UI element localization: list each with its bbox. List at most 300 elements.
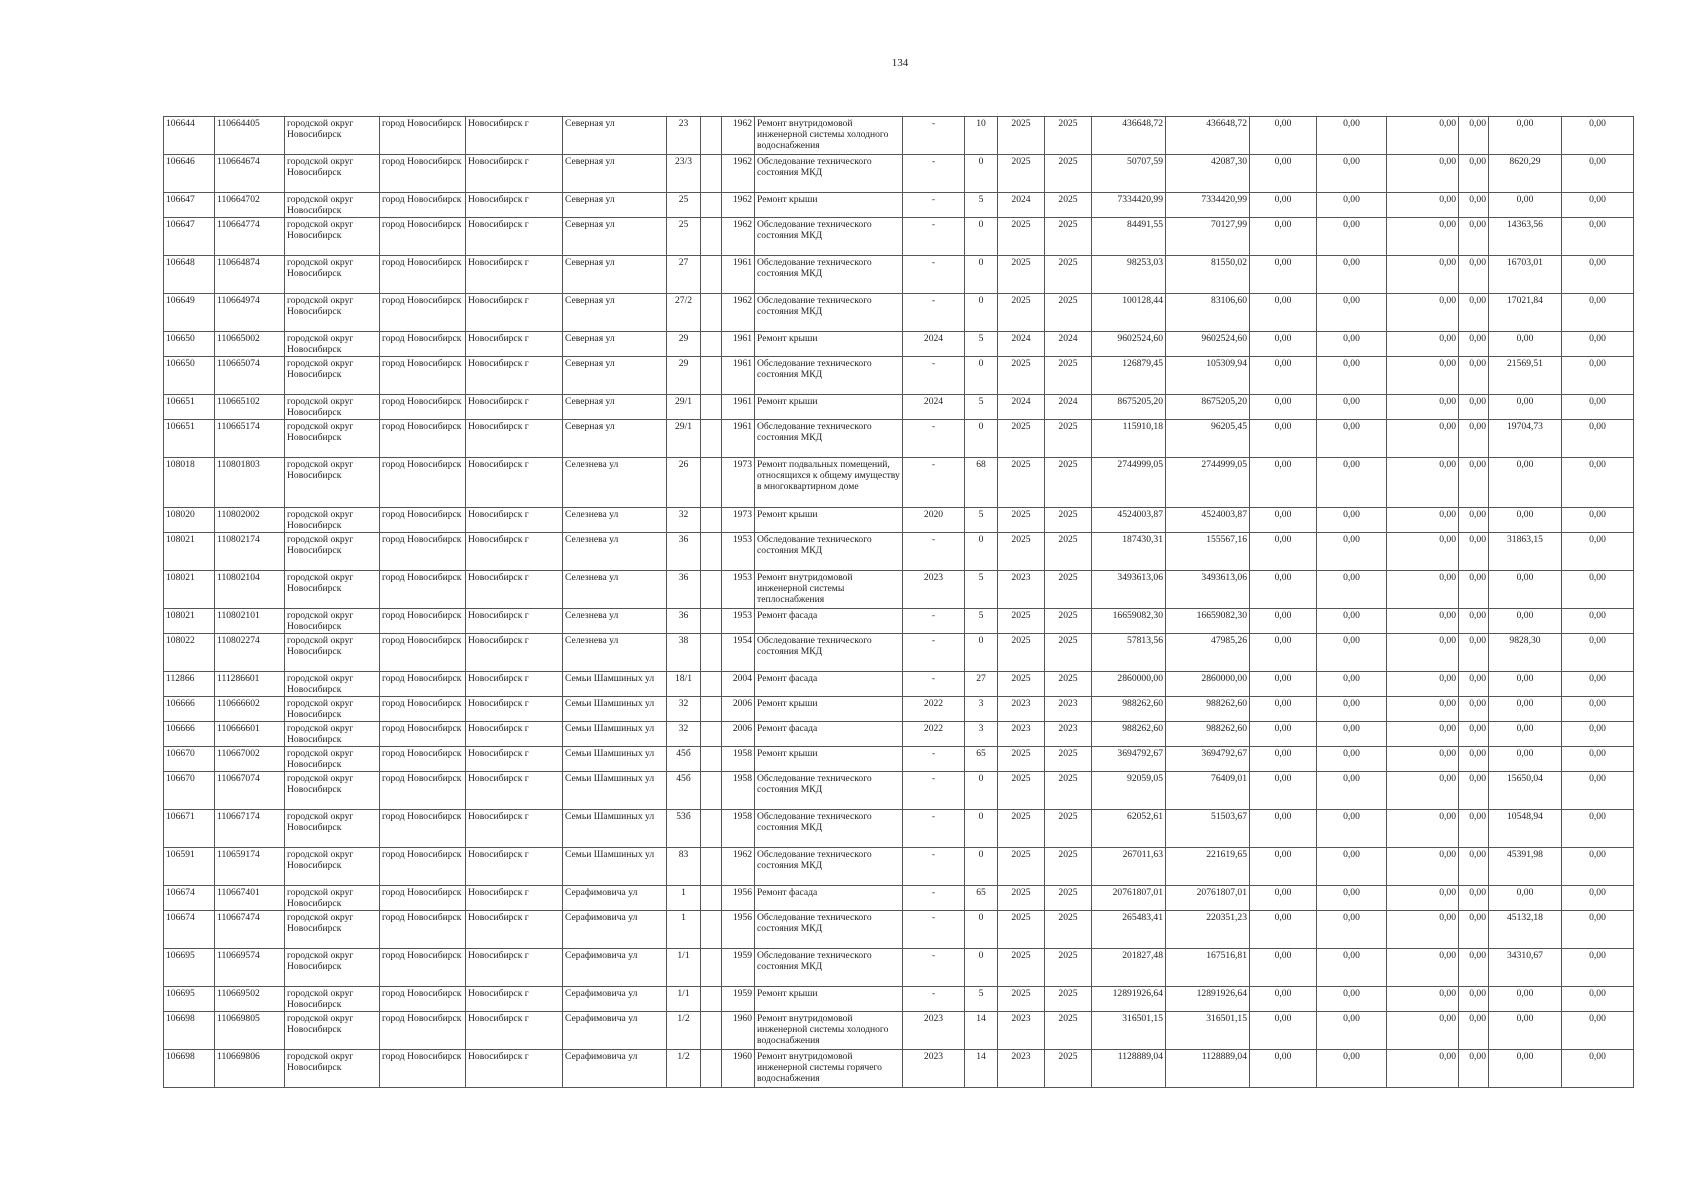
cell-wear-percent: 0: [965, 533, 998, 571]
cell-other-funds: 0,00: [1459, 848, 1489, 886]
cell-wear-percent: 0: [965, 772, 998, 810]
cell-work-type: Обследование технического состояния МКД: [755, 634, 903, 672]
cell-start-year: 2025: [998, 949, 1045, 987]
cell-record-id: 106648: [164, 256, 215, 294]
cell-house-letter: [701, 193, 722, 218]
cell-record-id: 106670: [164, 772, 215, 810]
cell-street: Селезнева ул: [563, 508, 667, 533]
cell-federal-funds: 0,00: [1250, 886, 1317, 911]
cell-wear-percent: 0: [965, 294, 998, 332]
table-row: [164, 697, 1634, 722]
cell-fund-amount: 2744999,05: [1166, 458, 1250, 508]
cell-fund-amount: 167516,81: [1166, 949, 1250, 987]
cell-fund-amount: 16659082,30: [1166, 609, 1250, 634]
cell-planned-year: -: [903, 458, 965, 508]
cell-work-type: Ремонт крыши: [755, 332, 903, 357]
cell-federal-funds: 0,00: [1250, 772, 1317, 810]
cell-wear-percent: 0: [965, 420, 998, 458]
cell-extra-funds: 0,00: [1562, 609, 1634, 634]
cell-record-id: 106674: [164, 886, 215, 911]
cell-total-cost: 12891926,64: [1092, 987, 1166, 1012]
cell-end-year: 2025: [1045, 357, 1092, 395]
cell-work-type: Ремонт внутридомовой инженерной системы горячего водоснабжения: [755, 1050, 903, 1088]
cell-wear-percent: 65: [965, 747, 998, 772]
cell-end-year: 2025: [1045, 193, 1092, 218]
cell-owner-funds: 15650,04: [1489, 772, 1562, 810]
cell-end-year: 2025: [1045, 218, 1092, 256]
cell-local-funds: 0,00: [1387, 508, 1459, 533]
table-row: [164, 987, 1634, 1012]
cell-street: Северная ул: [563, 332, 667, 357]
cell-local-funds: 0,00: [1387, 848, 1459, 886]
cell-settlement: город Новосибирск: [380, 533, 466, 571]
cell-house-letter: [701, 747, 722, 772]
cell-fund-amount: 3694792,67: [1166, 747, 1250, 772]
cell-total-cost: 3493613,06: [1092, 571, 1166, 609]
cell-record-id: 106646: [164, 155, 215, 193]
cell-work-id: 110667401: [215, 886, 285, 911]
cell-work-type: Обследование технического состояния МКД: [755, 294, 903, 332]
cell-work-type: Обследование технического состояния МКД: [755, 949, 903, 987]
cell-wear-percent: 10: [965, 117, 998, 155]
cell-locality: Новосибирск г: [466, 458, 563, 508]
register-table: [163, 116, 1634, 1088]
cell-start-year: 2025: [998, 634, 1045, 672]
cell-locality: Новосибирск г: [466, 810, 563, 848]
cell-end-year: 2024: [1045, 395, 1092, 420]
cell-house-number: 1: [667, 886, 701, 911]
cell-local-funds: 0,00: [1387, 987, 1459, 1012]
cell-wear-percent: 14: [965, 1012, 998, 1050]
cell-locality: Новосибирск г: [466, 155, 563, 193]
cell-municipal-district: городской округ Новосибирск: [285, 747, 380, 772]
cell-work-type: Ремонт внутридомовой инженерной системы теплоснабжения: [755, 571, 903, 609]
cell-work-id: 110659174: [215, 848, 285, 886]
cell-street: Селезнева ул: [563, 533, 667, 571]
cell-work-type: Обследование технического состояния МКД: [755, 911, 903, 949]
cell-build-year: 1961: [722, 357, 755, 395]
cell-locality: Новосибирск г: [466, 697, 563, 722]
cell-municipal-district: городской округ Новосибирск: [285, 886, 380, 911]
cell-house-number: 23: [667, 117, 701, 155]
cell-other-funds: 0,00: [1459, 697, 1489, 722]
cell-work-id: 110664774: [215, 218, 285, 256]
cell-extra-funds: 0,00: [1562, 533, 1634, 571]
cell-street: Северная ул: [563, 193, 667, 218]
cell-work-type: Обследование технического состояния МКД: [755, 810, 903, 848]
cell-total-cost: 2860000,00: [1092, 672, 1166, 697]
cell-other-funds: 0,00: [1459, 571, 1489, 609]
cell-regional-funds: 0,00: [1317, 747, 1387, 772]
cell-municipal-district: городской округ Новосибирск: [285, 848, 380, 886]
cell-house-number: 27/2: [667, 294, 701, 332]
cell-other-funds: 0,00: [1459, 256, 1489, 294]
cell-settlement: город Новосибирск: [380, 571, 466, 609]
cell-owner-funds: 0,00: [1489, 697, 1562, 722]
cell-street: Серафимовича ул: [563, 1050, 667, 1088]
cell-owner-funds: 0,00: [1489, 508, 1562, 533]
table-row: [164, 395, 1634, 420]
cell-total-cost: 20761807,01: [1092, 886, 1166, 911]
cell-other-funds: 0,00: [1459, 294, 1489, 332]
cell-build-year: 1953: [722, 609, 755, 634]
cell-fund-amount: 7334420,99: [1166, 193, 1250, 218]
cell-wear-percent: 3: [965, 722, 998, 747]
cell-total-cost: 1128889,04: [1092, 1050, 1166, 1088]
cell-municipal-district: городской округ Новосибирск: [285, 117, 380, 155]
cell-record-id: 106698: [164, 1012, 215, 1050]
cell-locality: Новосибирск г: [466, 848, 563, 886]
cell-owner-funds: 0,00: [1489, 332, 1562, 357]
cell-regional-funds: 0,00: [1317, 672, 1387, 697]
cell-other-funds: 0,00: [1459, 218, 1489, 256]
cell-local-funds: 0,00: [1387, 193, 1459, 218]
cell-extra-funds: 0,00: [1562, 810, 1634, 848]
cell-street: Семьи Шамшиных ул: [563, 848, 667, 886]
cell-house-number: 25: [667, 218, 701, 256]
cell-end-year: 2025: [1045, 672, 1092, 697]
cell-end-year: 2025: [1045, 810, 1092, 848]
cell-work-type: Обследование технического состояния МКД: [755, 848, 903, 886]
cell-fund-amount: 83106,60: [1166, 294, 1250, 332]
cell-local-funds: 0,00: [1387, 747, 1459, 772]
cell-total-cost: 2744999,05: [1092, 458, 1166, 508]
cell-fund-amount: 47985,26: [1166, 634, 1250, 672]
cell-end-year: 2025: [1045, 508, 1092, 533]
cell-house-number: 38: [667, 634, 701, 672]
cell-regional-funds: 0,00: [1317, 697, 1387, 722]
cell-locality: Новосибирск г: [466, 395, 563, 420]
cell-settlement: город Новосибирск: [380, 155, 466, 193]
cell-owner-funds: 34310,67: [1489, 949, 1562, 987]
cell-federal-funds: 0,00: [1250, 911, 1317, 949]
cell-federal-funds: 0,00: [1250, 949, 1317, 987]
cell-regional-funds: 0,00: [1317, 1050, 1387, 1088]
cell-federal-funds: 0,00: [1250, 747, 1317, 772]
cell-house-letter: [701, 533, 722, 571]
cell-start-year: 2025: [998, 911, 1045, 949]
cell-federal-funds: 0,00: [1250, 218, 1317, 256]
cell-work-id: 111286601: [215, 672, 285, 697]
cell-locality: Новосибирск г: [466, 949, 563, 987]
cell-build-year: 1962: [722, 218, 755, 256]
cell-house-number: 1/1: [667, 949, 701, 987]
cell-work-type: Ремонт фасада: [755, 722, 903, 747]
cell-street: Серафимовича ул: [563, 949, 667, 987]
cell-extra-funds: 0,00: [1562, 256, 1634, 294]
cell-settlement: город Новосибирск: [380, 772, 466, 810]
cell-start-year: 2023: [998, 722, 1045, 747]
cell-municipal-district: городской округ Новосибирск: [285, 571, 380, 609]
cell-settlement: город Новосибирск: [380, 256, 466, 294]
cell-build-year: 1973: [722, 458, 755, 508]
cell-street: Северная ул: [563, 357, 667, 395]
cell-local-funds: 0,00: [1387, 722, 1459, 747]
cell-start-year: 2025: [998, 609, 1045, 634]
cell-work-id: 110664974: [215, 294, 285, 332]
cell-owner-funds: 0,00: [1489, 1012, 1562, 1050]
table-row: [164, 571, 1634, 609]
cell-end-year: 2025: [1045, 911, 1092, 949]
cell-street: Серафимовича ул: [563, 987, 667, 1012]
cell-record-id: 106695: [164, 949, 215, 987]
cell-planned-year: -: [903, 256, 965, 294]
cell-other-funds: 0,00: [1459, 609, 1489, 634]
cell-settlement: город Новосибирск: [380, 193, 466, 218]
cell-municipal-district: городской округ Новосибирск: [285, 294, 380, 332]
cell-regional-funds: 0,00: [1317, 508, 1387, 533]
table-row: [164, 810, 1634, 848]
cell-total-cost: 7334420,99: [1092, 193, 1166, 218]
table-row: [164, 949, 1634, 987]
cell-house-letter: [701, 987, 722, 1012]
cell-total-cost: 988262,60: [1092, 697, 1166, 722]
cell-end-year: 2025: [1045, 533, 1092, 571]
cell-street: Северная ул: [563, 117, 667, 155]
cell-regional-funds: 0,00: [1317, 218, 1387, 256]
cell-record-id: 106666: [164, 722, 215, 747]
cell-street: Семьи Шамшиных ул: [563, 672, 667, 697]
cell-extra-funds: 0,00: [1562, 458, 1634, 508]
cell-build-year: 1973: [722, 508, 755, 533]
cell-start-year: 2025: [998, 772, 1045, 810]
cell-house-number: 32: [667, 508, 701, 533]
cell-extra-funds: 0,00: [1562, 722, 1634, 747]
cell-street: Селезнева ул: [563, 571, 667, 609]
cell-work-type: Ремонт крыши: [755, 987, 903, 1012]
cell-regional-funds: 0,00: [1317, 911, 1387, 949]
cell-owner-funds: 0,00: [1489, 193, 1562, 218]
cell-fund-amount: 220351,23: [1166, 911, 1250, 949]
cell-planned-year: -: [903, 193, 965, 218]
cell-start-year: 2025: [998, 747, 1045, 772]
cell-federal-funds: 0,00: [1250, 609, 1317, 634]
cell-extra-funds: 0,00: [1562, 508, 1634, 533]
cell-build-year: 2004: [722, 672, 755, 697]
cell-record-id: 106674: [164, 911, 215, 949]
cell-federal-funds: 0,00: [1250, 117, 1317, 155]
cell-locality: Новосибирск г: [466, 117, 563, 155]
cell-regional-funds: 0,00: [1317, 533, 1387, 571]
cell-municipal-district: городской округ Новосибирск: [285, 420, 380, 458]
cell-local-funds: 0,00: [1387, 697, 1459, 722]
cell-federal-funds: 0,00: [1250, 1012, 1317, 1050]
cell-locality: Новосибирск г: [466, 218, 563, 256]
cell-regional-funds: 0,00: [1317, 155, 1387, 193]
cell-municipal-district: городской округ Новосибирск: [285, 949, 380, 987]
cell-street: Семьи Шамшиных ул: [563, 772, 667, 810]
cell-planned-year: -: [903, 609, 965, 634]
cell-other-funds: 0,00: [1459, 193, 1489, 218]
cell-build-year: 1960: [722, 1050, 755, 1088]
cell-planned-year: 2023: [903, 1050, 965, 1088]
cell-owner-funds: 45391,98: [1489, 848, 1562, 886]
page-number: 134: [891, 57, 909, 69]
cell-other-funds: 0,00: [1459, 420, 1489, 458]
cell-house-number: 1/2: [667, 1012, 701, 1050]
cell-build-year: 1962: [722, 294, 755, 332]
cell-other-funds: 0,00: [1459, 1012, 1489, 1050]
cell-federal-funds: 0,00: [1250, 458, 1317, 508]
cell-extra-funds: 0,00: [1562, 911, 1634, 949]
cell-work-type: Обследование технического состояния МКД: [755, 218, 903, 256]
cell-other-funds: 0,00: [1459, 672, 1489, 697]
table-row: [164, 294, 1634, 332]
cell-fund-amount: 155567,16: [1166, 533, 1250, 571]
cell-locality: Новосибирск г: [466, 294, 563, 332]
cell-local-funds: 0,00: [1387, 357, 1459, 395]
cell-local-funds: 0,00: [1387, 810, 1459, 848]
cell-record-id: 106666: [164, 697, 215, 722]
cell-work-id: 110802174: [215, 533, 285, 571]
cell-build-year: 1961: [722, 256, 755, 294]
cell-end-year: 2025: [1045, 949, 1092, 987]
cell-federal-funds: 0,00: [1250, 193, 1317, 218]
cell-local-funds: 0,00: [1387, 256, 1459, 294]
cell-wear-percent: 0: [965, 949, 998, 987]
cell-owner-funds: 8620,29: [1489, 155, 1562, 193]
table-row: [164, 155, 1634, 193]
cell-total-cost: 988262,60: [1092, 722, 1166, 747]
cell-record-id: 108021: [164, 609, 215, 634]
cell-owner-funds: 14363,56: [1489, 218, 1562, 256]
cell-planned-year: -: [903, 533, 965, 571]
cell-street: Серафимовича ул: [563, 886, 667, 911]
cell-municipal-district: городской округ Новосибирск: [285, 609, 380, 634]
cell-record-id: 106670: [164, 747, 215, 772]
cell-start-year: 2025: [998, 848, 1045, 886]
cell-house-number: 45б: [667, 747, 701, 772]
cell-locality: Новосибирск г: [466, 722, 563, 747]
table-row: [164, 722, 1634, 747]
cell-locality: Новосибирск г: [466, 420, 563, 458]
cell-wear-percent: 5: [965, 395, 998, 420]
cell-house-number: 29: [667, 357, 701, 395]
cell-end-year: 2025: [1045, 256, 1092, 294]
cell-fund-amount: 988262,60: [1166, 722, 1250, 747]
cell-total-cost: 98253,03: [1092, 256, 1166, 294]
cell-owner-funds: 0,00: [1489, 672, 1562, 697]
cell-owner-funds: 0,00: [1489, 609, 1562, 634]
cell-end-year: 2025: [1045, 634, 1092, 672]
cell-municipal-district: городской округ Новосибирск: [285, 1050, 380, 1088]
cell-planned-year: -: [903, 987, 965, 1012]
cell-start-year: 2024: [998, 332, 1045, 357]
cell-build-year: 1958: [722, 810, 755, 848]
cell-other-funds: 0,00: [1459, 949, 1489, 987]
table-row: [164, 218, 1634, 256]
cell-total-cost: 16659082,30: [1092, 609, 1166, 634]
cell-municipal-district: городской округ Новосибирск: [285, 697, 380, 722]
cell-end-year: 2025: [1045, 571, 1092, 609]
cell-build-year: 1959: [722, 949, 755, 987]
cell-local-funds: 0,00: [1387, 420, 1459, 458]
cell-other-funds: 0,00: [1459, 810, 1489, 848]
cell-local-funds: 0,00: [1387, 155, 1459, 193]
cell-settlement: город Новосибирск: [380, 294, 466, 332]
cell-wear-percent: 68: [965, 458, 998, 508]
cell-fund-amount: 3493613,06: [1166, 571, 1250, 609]
cell-planned-year: -: [903, 886, 965, 911]
cell-start-year: 2025: [998, 420, 1045, 458]
cell-local-funds: 0,00: [1387, 1012, 1459, 1050]
cell-owner-funds: 0,00: [1489, 571, 1562, 609]
cell-planned-year: -: [903, 747, 965, 772]
cell-record-id: 108022: [164, 634, 215, 672]
cell-settlement: город Новосибирск: [380, 395, 466, 420]
cell-regional-funds: 0,00: [1317, 256, 1387, 294]
cell-municipal-district: городской округ Новосибирск: [285, 357, 380, 395]
cell-other-funds: 0,00: [1459, 533, 1489, 571]
cell-start-year: 2025: [998, 155, 1045, 193]
cell-local-funds: 0,00: [1387, 294, 1459, 332]
cell-other-funds: 0,00: [1459, 458, 1489, 508]
cell-street: Селезнева ул: [563, 458, 667, 508]
cell-house-letter: [701, 911, 722, 949]
cell-locality: Новосибирск г: [466, 256, 563, 294]
cell-other-funds: 0,00: [1459, 634, 1489, 672]
cell-locality: Новосибирск г: [466, 357, 563, 395]
cell-house-number: 45б: [667, 772, 701, 810]
cell-work-type: Ремонт крыши: [755, 747, 903, 772]
cell-work-type: Ремонт подвальных помещений, относящихся к общему имуществу в многоквартирном доме: [755, 458, 903, 508]
cell-extra-funds: 0,00: [1562, 672, 1634, 697]
cell-municipal-district: городской округ Новосибирск: [285, 256, 380, 294]
cell-fund-amount: 70127,99: [1166, 218, 1250, 256]
cell-wear-percent: 0: [965, 155, 998, 193]
cell-build-year: 1962: [722, 848, 755, 886]
cell-settlement: город Новосибирск: [380, 848, 466, 886]
cell-work-id: 110664405: [215, 117, 285, 155]
cell-owner-funds: 0,00: [1489, 987, 1562, 1012]
cell-work-id: 110669574: [215, 949, 285, 987]
cell-record-id: 108020: [164, 508, 215, 533]
cell-build-year: 2006: [722, 697, 755, 722]
cell-end-year: 2025: [1045, 886, 1092, 911]
cell-fund-amount: 316501,15: [1166, 1012, 1250, 1050]
cell-federal-funds: 0,00: [1250, 987, 1317, 1012]
cell-work-type: Ремонт крыши: [755, 395, 903, 420]
cell-regional-funds: 0,00: [1317, 772, 1387, 810]
cell-total-cost: 115910,18: [1092, 420, 1166, 458]
cell-local-funds: 0,00: [1387, 117, 1459, 155]
cell-work-type: Обследование технического состояния МКД: [755, 256, 903, 294]
cell-local-funds: 0,00: [1387, 533, 1459, 571]
cell-planned-year: -: [903, 911, 965, 949]
cell-house-letter: [701, 848, 722, 886]
cell-fund-amount: 42087,30: [1166, 155, 1250, 193]
cell-wear-percent: 5: [965, 508, 998, 533]
cell-house-number: 83: [667, 848, 701, 886]
cell-other-funds: 0,00: [1459, 508, 1489, 533]
cell-end-year: 2023: [1045, 722, 1092, 747]
table-row: [164, 1050, 1634, 1088]
cell-build-year: 1956: [722, 911, 755, 949]
cell-work-id: 110667474: [215, 911, 285, 949]
cell-build-year: 1962: [722, 155, 755, 193]
cell-street: Селезнева ул: [563, 609, 667, 634]
cell-build-year: 1956: [722, 886, 755, 911]
cell-total-cost: 187430,31: [1092, 533, 1166, 571]
cell-house-number: 36: [667, 609, 701, 634]
cell-street: Северная ул: [563, 294, 667, 332]
cell-federal-funds: 0,00: [1250, 634, 1317, 672]
cell-local-funds: 0,00: [1387, 672, 1459, 697]
cell-regional-funds: 0,00: [1317, 987, 1387, 1012]
table-row: [164, 420, 1634, 458]
cell-wear-percent: 5: [965, 332, 998, 357]
cell-house-letter: [701, 1012, 722, 1050]
